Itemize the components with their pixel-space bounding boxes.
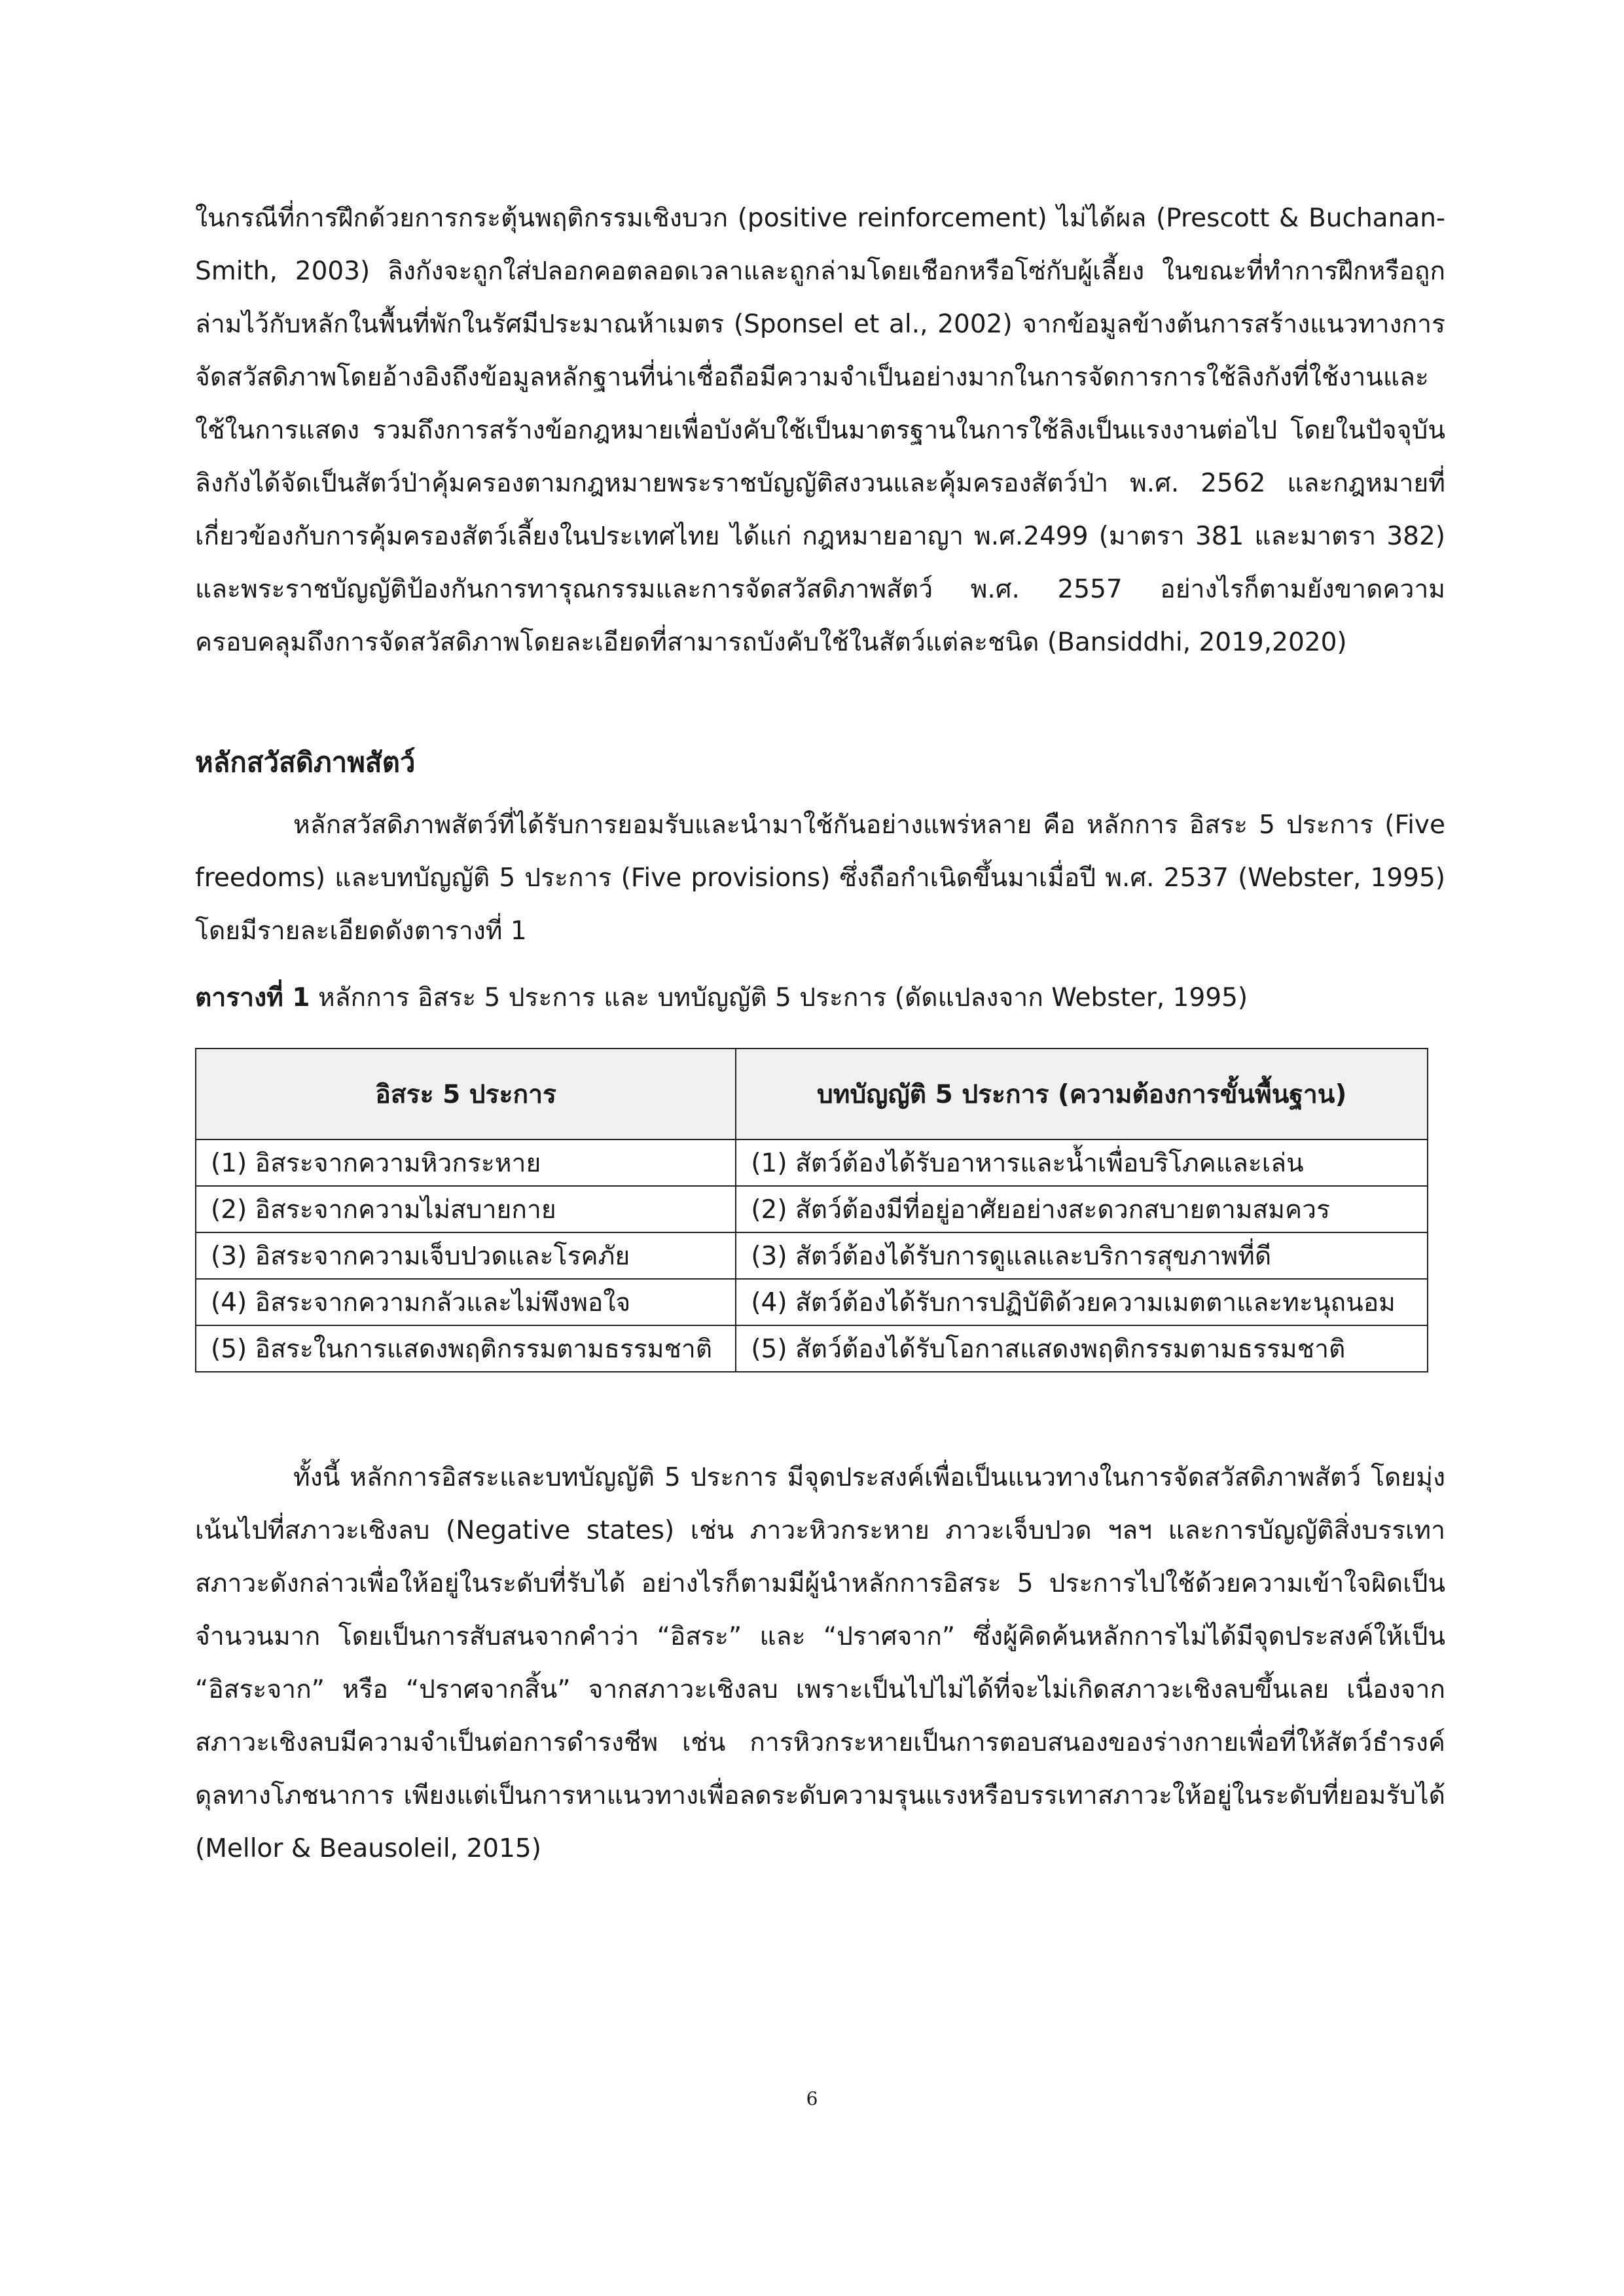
table-row xyxy=(196,1325,1428,1372)
table-row xyxy=(196,1232,1428,1279)
table-cell-freedom: (4) อิสระจากความกลัวและไม่พึงพอใจ xyxy=(196,1279,736,1325)
table-row xyxy=(196,1139,1428,1186)
table-header-row xyxy=(196,1049,1428,1139)
table-cell-provision: (2) สัตว์ต้องมีที่อยู่อาศัยอย่างสะดวกสบายตามสมควร xyxy=(736,1186,1428,1232)
section-heading: หลักสวัสดิภาพสัตว์ xyxy=(195,746,416,778)
body-paragraph-2: หลักสวัสดิภาพสัตว์ที่ได้รับการยอมรับและนำมาใช้กันอย่างแพร่หลาย คือ หลักการ อิสระ 5 ประการ (Five freedoms) และบทบัญญัติ 5 ประการ (Five provisions) ซึ่งถือกำเนิดขึ้นมาเมื่อปี พ.ศ. 2537 (Webster, 1995) โดยมีรายละเอียดดังตารางที่ 1 xyxy=(195,810,1445,946)
body-paragraph-3: ทั้งนี้ หลักการอิสระและบทบัญญัติ 5 ประการ มีจุดประสงค์เพื่อเป็นแนวทางในการจัดสวัสดิภาพสัตว์ โดยมุ่งเน้นไปที่สภาวะเชิงลบ (Negative states) เช่น ภาวะหิวกระหาย ภาวะเจ็บปวด ฯลฯ และการบัญญัติสิ่งบรรเทาสภาวะดังกล่าวเพื่อให้อยู่ในระดับที่รับได้ อย่างไรก็ตามมีผู้นำหลักการอิสระ 5 ประการไปใช้ด้วยความเข้าใจผิดเป็นจำนวนมาก โดยเป็นการสับสนจากคำว่า “อิสระ” และ “ปราศจาก” ซึ่งผู้คิดค้นหลักการไม่ได้มีจุดประสงค์ให้เป็น “อิสระจาก” หรือ “ปราศจากสิ้น” จากสภาวะเชิงลบ เพราะเป็นไปไม่ได้ที่จะไม่เกิดสภาวะเชิงลบขึ้นเลย เนื่องจากสภาวะเชิงลบมีความจำเป็นต่อการดำรงชีพ เช่น การหิวกระหายเป็นการตอบสนองของร่างกายเพื่อที่ให้สัตว์ธำรงค์ดุลทางโภชนาการ เพียงแต่เป็นการหาแนวทางเพื่อลดระดับความรุนแรงหรือบรรเทาสภาวะให้อยู่ในระดับที่ยอมรับได้ (Mellor & Beausoleil, 2015) xyxy=(195,1463,1445,1863)
body-paragraph-1: ในกรณีที่การฝึกด้วยการกระตุ้นพฤติกรรมเชิงบวก (positive reinforcement) ไม่ได้ผล (Prescott & Buchanan-Smith, 2003) ลิงกังจะถูกใส่ปลอกคอตลอดเวลาและถูกล่ามโดยเชือกหรือโซ่กับผู้เลี้ยง ในขณะที่ทำการฝึกหรือถูกล่ามไว้กับหลักในพื้นที่พักในรัศมีประมาณห้าเมตร (Sponsel et al., 2002) จากข้อมูลข้างต้นการสร้างแนวทางการจัดสวัสดิภาพโดยอ้างอิงถึงข้อมูลหลักฐานที่น่าเชื่อถือมีความจำเป็นอย่างมากในการจัดการการใช้ลิงกังที่ใช้งานและใช้ในการแสดง รวมถึงการสร้างข้อกฎหมายเพื่อบังคับใช้เป็นมาตรฐานในการใช้ลิงเป็นแรงงานต่อไป โดยในปัจจุบันลิงกังได้จัดเป็นสัตว์ป่าคุ้มครองตามกฎหมายพระราชบัญญัติสงวนและคุ้มครองสัตว์ป่า พ.ศ. 2562 และกฎหมายที่เกี่ยวข้องกับการคุ้มครองสัตว์เลี้ยงในประเทศไทย ได้แก่ กฎหมายอาญา พ.ศ.2499 (มาตรา 381 และมาตรา 382) และพระราชบัญญัติป้องกันการทารุณกรรมและการจัดสวัสดิภาพสัตว์ พ.ศ. 2557 อย่างไรก็ตามยังขาดความครอบคลุมถึงการจัดสวัสดิภาพโดยละเอียดที่สามารถบังคับใช้ในสัตว์แต่ละชนิด (Bansiddhi, 2019,2020) xyxy=(195,204,1445,657)
table-caption-label: ตารางที่ 1 xyxy=(195,983,310,1013)
table-header-provisions: บทบัญญัติ 5 ประการ (ความต้องการขั้นพื้นฐาน) xyxy=(736,1049,1428,1139)
page-number: 6 xyxy=(806,2088,818,2109)
table-cell-provision: (1) สัตว์ต้องได้รับอาหารและน้ำเพื่อบริโภคและเล่น xyxy=(736,1139,1428,1186)
table-cell-freedom: (1) อิสระจากความหิวกระหาย xyxy=(196,1139,736,1186)
table-cell-freedom: (3) อิสระจากความเจ็บปวดและโรคภัย xyxy=(196,1232,736,1279)
table-caption-text: หลักการ อิสระ 5 ประการ และ บทบัญญัติ 5 ประการ (ดัดแปลงจาก Webster, 1995) xyxy=(310,983,1248,1013)
freedoms-table xyxy=(195,1048,1428,1372)
table-cell-freedom: (5) อิสระในการแสดงพฤติกรรมตามธรรมชาติ xyxy=(196,1325,736,1372)
table-cell-provision: (5) สัตว์ต้องได้รับโอกาสแสดงพฤติกรรมตามธรรมชาติ xyxy=(736,1325,1428,1372)
table-row xyxy=(196,1186,1428,1232)
table-cell-provision: (3) สัตว์ต้องได้รับการดูแลและบริการสุขภาพที่ดี xyxy=(736,1232,1428,1279)
table-header-freedoms: อิสระ 5 ประการ xyxy=(196,1049,736,1139)
table-cell-provision: (4) สัตว์ต้องได้รับการปฏิบัติด้วยความเมตตาและทะนุถนอม xyxy=(736,1279,1428,1325)
table-row xyxy=(196,1279,1428,1325)
table-cell-freedom: (2) อิสระจากความไม่สบายกาย xyxy=(196,1186,736,1232)
table-caption xyxy=(195,975,1445,1021)
